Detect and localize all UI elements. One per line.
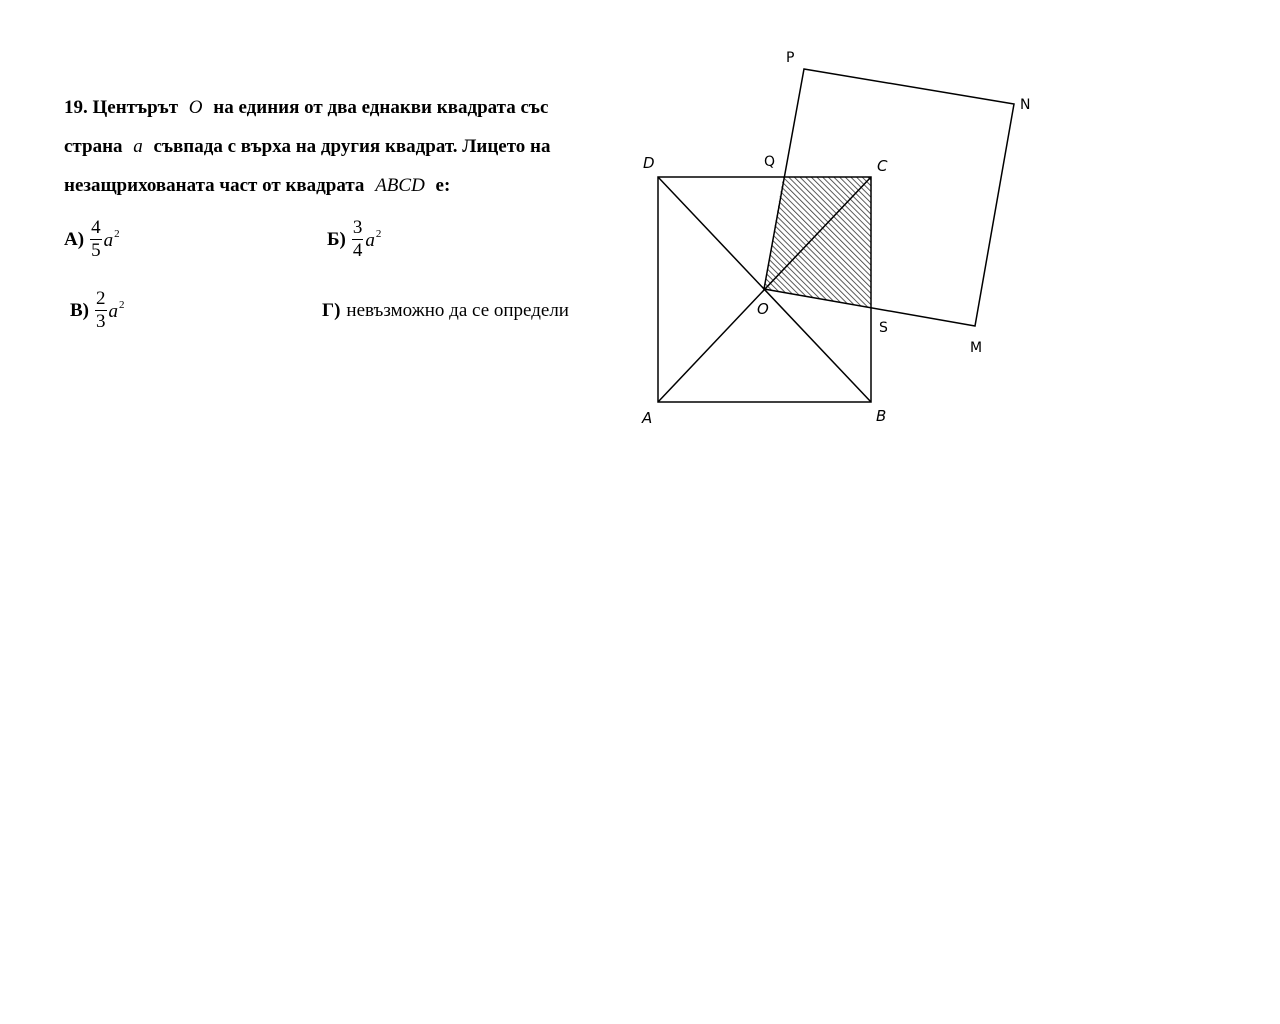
fraction-denominator: 3 bbox=[96, 311, 106, 332]
variable-name: a bbox=[103, 229, 114, 251]
option-label: Б) bbox=[327, 228, 346, 250]
variable-a: a bbox=[133, 136, 143, 157]
label-d: D bbox=[643, 154, 655, 172]
option-text: невъзможно да се определи bbox=[346, 300, 569, 321]
variable-abcd: ABCD bbox=[375, 175, 425, 196]
problem-text: съвпада с върха на другия квадрат. Лицето на bbox=[153, 136, 551, 157]
option-label: Г) bbox=[322, 300, 341, 321]
exponent: 2 bbox=[114, 227, 120, 240]
variable-name: a bbox=[108, 300, 118, 322]
exponent: 2 bbox=[119, 298, 125, 311]
variable-o: O bbox=[188, 97, 203, 118]
fraction-denominator: 4 bbox=[352, 240, 363, 261]
problem-text: незащрихованата част от квадрата bbox=[64, 175, 365, 196]
problem-text: страна bbox=[64, 136, 123, 157]
label-a: A bbox=[642, 409, 653, 427]
option-label: А) bbox=[64, 228, 85, 250]
label-p: P bbox=[786, 50, 795, 66]
problem-text: 19. Центърът bbox=[64, 97, 179, 118]
fraction-numerator: 3 bbox=[352, 217, 363, 238]
problem-text: е: bbox=[435, 175, 451, 196]
label-m: M bbox=[970, 340, 983, 356]
label-s: S bbox=[879, 320, 888, 336]
variable-name: a bbox=[365, 229, 375, 251]
fraction-denominator: 5 bbox=[91, 240, 101, 261]
fraction-numerator: 2 bbox=[96, 288, 106, 309]
label-o: O bbox=[757, 300, 769, 318]
label-q: Q bbox=[764, 154, 776, 170]
label-b: B bbox=[876, 407, 887, 425]
problem-text: на единия от два еднакви квадрата със bbox=[213, 97, 549, 118]
label-n: N bbox=[1020, 97, 1031, 113]
label-c: C bbox=[877, 157, 888, 175]
fraction-numerator: 4 bbox=[91, 217, 101, 238]
exponent: 2 bbox=[375, 227, 382, 240]
option-label: В) bbox=[70, 299, 89, 321]
